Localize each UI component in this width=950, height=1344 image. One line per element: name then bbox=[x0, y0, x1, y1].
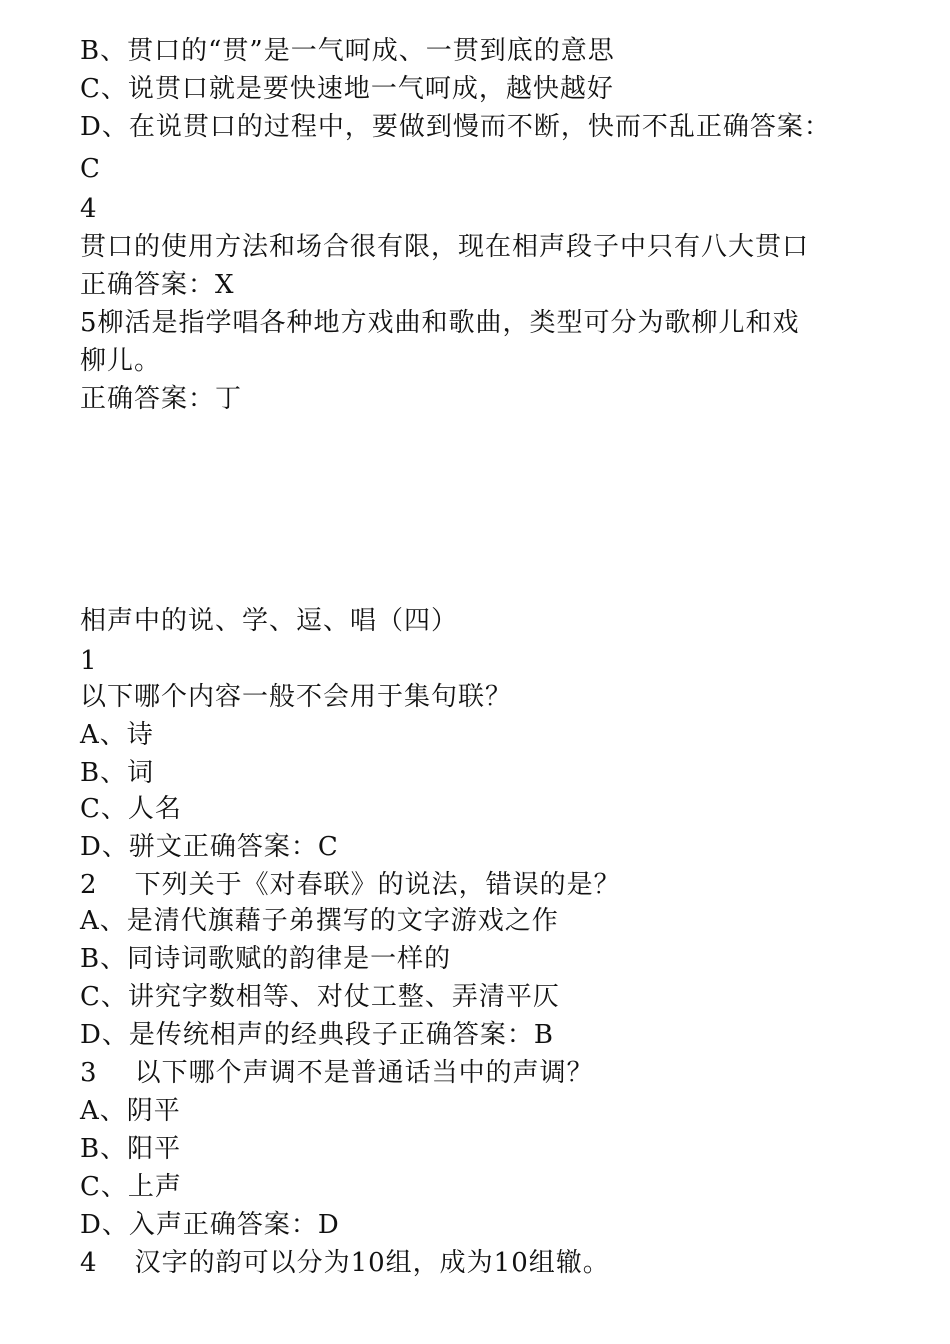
option-with-answer: D、骈文正确答案：C bbox=[80, 832, 339, 862]
option-text: C、讲究字数相等、对仗工整、弄清平仄 bbox=[80, 982, 560, 1012]
option-text: A、诗 bbox=[80, 720, 154, 750]
option-d-text: D、在说贯口的过程中，要做到慢而不断，快而不乱正确答案： bbox=[80, 112, 831, 142]
answer-text: 正确答案：X bbox=[80, 270, 235, 300]
question-text: 贯口的使用方法和场合很有限，现在相声段子中只有八大贯口 bbox=[80, 232, 810, 262]
option-text: B、同诗词歌赋的韵律是一样的 bbox=[80, 944, 452, 974]
option-with-answer: D、入声正确答案：D bbox=[80, 1210, 340, 1240]
question-text: 以下哪个内容一般不会用于集句联？ bbox=[80, 682, 513, 712]
answer-text: C bbox=[80, 154, 101, 184]
option-text: A、是清代旗藉子弟撰写的文字游戏之作 bbox=[80, 906, 559, 936]
question-text: 2 下列关于《对春联》的说法，错误的是？ bbox=[80, 870, 621, 900]
question-number: 1 bbox=[80, 646, 98, 676]
option-text: B、阳平 bbox=[80, 1134, 182, 1164]
option-text: A、阴平 bbox=[80, 1096, 181, 1126]
section-heading: 相声中的说、学、逗、唱（四） bbox=[80, 606, 459, 636]
question-text: 5柳活是指学唱各种地方戏曲和歌曲，类型可分为歌柳儿和戏 bbox=[80, 308, 800, 338]
question-text-continued: 柳儿。 bbox=[80, 346, 162, 376]
option-c-text: C、说贯口就是要快速地一气呵成，越快越好 bbox=[80, 74, 614, 104]
answer-text: 正确答案：丁 bbox=[80, 384, 243, 414]
option-text: C、人名 bbox=[80, 794, 182, 824]
question-number: 4 bbox=[80, 194, 98, 224]
question-text: 4 汉字的韵可以分为10组，成为10组辙。 bbox=[80, 1248, 610, 1278]
option-text: C、上声 bbox=[80, 1172, 182, 1202]
option-b-text: B、贯口的“贯”是一气呵成、一贯到底的意思 bbox=[80, 36, 615, 66]
option-text: B、词 bbox=[80, 758, 155, 788]
question-text: 3 以下哪个声调不是普通话当中的声调？ bbox=[80, 1058, 594, 1088]
option-with-answer: D、是传统相声的经典段子正确答案：B bbox=[80, 1020, 554, 1050]
